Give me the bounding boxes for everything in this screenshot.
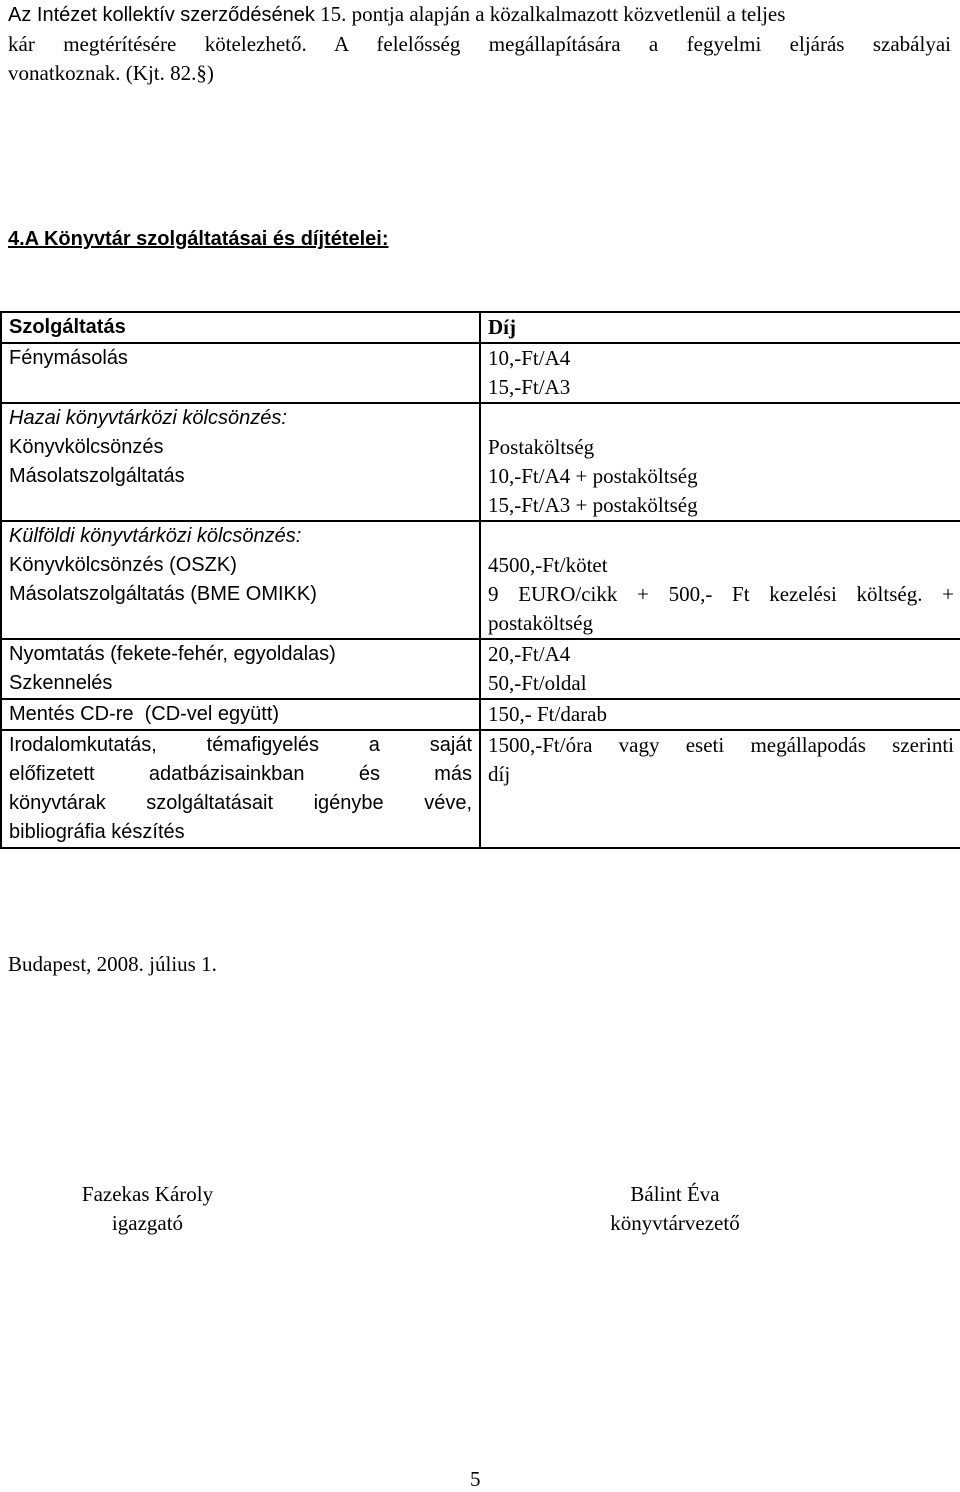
service-line: [2, 491, 479, 520]
service-line: Mentés CD-re (CD-vel együtt): [9, 703, 280, 725]
fee-line: 1500,-Ft/óra vagy eseti megállapodás szerinti: [488, 733, 954, 757]
fee-line: postaköltség: [488, 611, 593, 635]
header-cell-fee: [480, 312, 960, 343]
fee-cell: [480, 343, 960, 403]
service-cell: [1, 639, 480, 699]
fee-cell: [480, 730, 960, 848]
service-line: Másolatszolgáltatás (BME OMIKK): [9, 583, 317, 605]
intro-line-2: kár megtérítésére kötelezhető. A felelősség megállapítására a fegyelmi eljárás szabályai: [8, 32, 951, 56]
service-cell: [1, 343, 480, 403]
service-line: Szkennelés: [9, 672, 113, 694]
service-line: [2, 609, 479, 638]
fee-cell: [480, 521, 960, 639]
service-line: könyvtárak szolgáltatásait igénybe véve,: [9, 792, 472, 814]
document-date: Budapest, 2008. július 1.: [8, 952, 217, 976]
intro-paragraph: [8, 0, 951, 88]
section-heading: 4.A Könyvtár szolgáltatásai és díjtételei:: [8, 228, 389, 250]
header-fee: Díj: [488, 315, 516, 339]
service-line: Könyvkölcsönzés: [9, 436, 164, 458]
service-group-label: Külföldi könyvtárközi kölcsönzés:: [9, 525, 302, 547]
table-row: [1, 730, 960, 848]
service-line: Másolatszolgáltatás: [9, 465, 185, 487]
service-cell: [1, 521, 480, 639]
table-row: [1, 639, 960, 699]
fee-line: 15,-Ft/A3 + postaköltség: [488, 493, 698, 517]
signature-block-left: [60, 1180, 235, 1238]
fee-line: 10,-Ft/A4 + postaköltség: [488, 464, 698, 488]
header-service: Szolgáltatás: [9, 316, 126, 338]
fee-line: 20,-Ft/A4: [488, 642, 571, 666]
service-line: [2, 373, 479, 402]
service-line: Irodalomkutatás, témafigyelés a saját: [9, 734, 472, 756]
table-row: [1, 521, 960, 639]
service-cell: [1, 730, 480, 848]
service-line: előfizetett adatbázisainkban és más: [9, 763, 472, 785]
table-row: [1, 343, 960, 403]
fee-line: Postaköltség: [488, 435, 595, 459]
fee-cell: [480, 639, 960, 699]
fee-line: [481, 404, 960, 433]
fee-line: [481, 522, 960, 551]
signature-block-right: [580, 1180, 770, 1238]
fee-line: 50,-Ft/oldal: [488, 671, 587, 695]
signer-title: könyvtárvezető: [610, 1211, 740, 1235]
page-number: 5: [470, 1467, 481, 1491]
service-cell: [1, 699, 480, 730]
service-line: Könyvkölcsönzés (OSZK): [9, 554, 237, 576]
service-group-label: Hazai könyvtárközi kölcsönzés:: [9, 407, 287, 429]
fee-cell: [480, 699, 960, 730]
signer-name: Bálint Éva: [630, 1182, 720, 1206]
table-row: [1, 403, 960, 521]
service-line: bibliográfia készítés: [9, 821, 185, 843]
fee-cell: [480, 403, 960, 521]
fee-line: díj: [488, 762, 511, 786]
service-line: Fénymásolás: [9, 347, 128, 369]
fee-line: 15,-Ft/A3: [488, 375, 571, 399]
fee-line: 9 EURO/cikk + 500,- Ft kezelési költség. +: [488, 582, 954, 606]
intro-line-1: Az Intézet kollektív szerződésének 15. pontja alapján a közalkalmazott közvetlenül a teljes: [8, 2, 786, 26]
table-row: [1, 699, 960, 730]
fee-line: 10,-Ft/A4: [488, 346, 571, 370]
fee-table: [0, 311, 960, 849]
intro-line-3: vonatkoznak. (Kjt. 82.§): [8, 61, 214, 85]
header-cell-service: [1, 312, 480, 343]
fee-line: 150,- Ft/darab: [488, 702, 607, 726]
service-cell: [1, 403, 480, 521]
signer-title: igazgató: [111, 1211, 184, 1235]
service-line: Nyomtatás (fekete-fehér, egyoldalas): [9, 643, 336, 665]
table-header-row: [1, 312, 960, 343]
signer-name: Fazekas Károly: [81, 1182, 214, 1206]
fee-line: 4500,-Ft/kötet: [488, 553, 608, 577]
